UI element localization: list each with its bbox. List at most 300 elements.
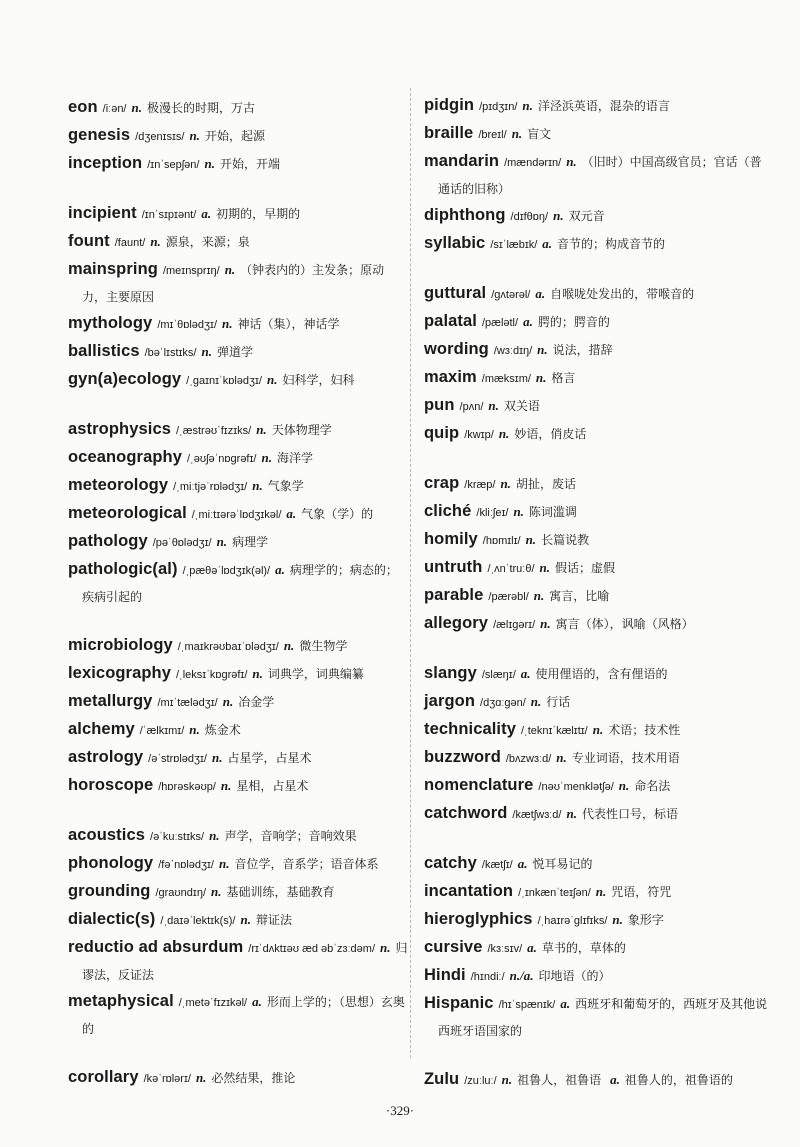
headword: untruth: [424, 558, 483, 576]
phonetic: /wɜːdɪŋ/: [493, 345, 533, 357]
headword: pidgin: [424, 96, 475, 114]
part-of-speech: n.: [211, 884, 222, 899]
phonetic: /iːən/: [102, 103, 127, 115]
right-column: [424, 92, 772, 1116]
dictionary-entry: [68, 822, 408, 850]
phonetic: /nəʊˈmenklətʃə/: [538, 781, 614, 793]
phonetic: /dʒenɪsɪs/: [135, 131, 185, 143]
headword: Hindi: [424, 966, 466, 984]
dictionary-entry: [424, 498, 772, 526]
part-of-speech: n.: [212, 750, 223, 765]
headword: microbiology: [68, 636, 173, 654]
definition: 妙语，俏皮话: [514, 427, 587, 441]
headword: cursive: [424, 938, 483, 956]
headword: homily: [424, 530, 478, 548]
definition: 术语；技术性: [608, 723, 681, 737]
definition: 声学，音响学；音响效果: [224, 829, 357, 843]
definition: 炼金术: [204, 723, 241, 737]
entry-group: [424, 280, 772, 448]
headword: reductio ad absurdum: [68, 938, 244, 956]
headword: nomenclature: [424, 776, 534, 794]
definition: 咒语，符咒: [611, 885, 672, 899]
phonetic: /ɪnˈsepʃən/: [147, 159, 200, 171]
part-of-speech: n.: [498, 426, 510, 441]
headword: slangy: [424, 664, 477, 682]
dictionary-entry: [424, 878, 772, 906]
headword: oceanography: [68, 448, 182, 466]
headword: astrology: [68, 748, 144, 766]
part-of-speech: n.: [535, 370, 547, 385]
headword: pathologic(al): [68, 560, 178, 578]
definition: 归谬法，反证法: [82, 941, 408, 982]
definition: 悦耳易记的: [532, 857, 593, 871]
part-of-speech: n.: [612, 912, 623, 927]
definition: 星相，占星术: [236, 779, 309, 793]
definition: 印地语（的）: [538, 969, 611, 983]
entry-group: [68, 94, 408, 178]
headword: metaphysical: [68, 992, 174, 1010]
headword: alchemy: [68, 720, 135, 738]
dictionary-entry: [68, 934, 408, 988]
definition: 气象学: [267, 479, 304, 493]
definition: 西班牙和葡萄牙的，西班牙及其他说西班牙语国家的: [438, 997, 768, 1038]
phonetic: /zuːluː/: [464, 1075, 497, 1087]
dictionary-entry: [424, 934, 772, 962]
headword: dialectic(s): [68, 910, 156, 928]
headword: incantation: [424, 882, 514, 900]
phonetic: /bʌzwɜːd/: [505, 753, 552, 765]
definition: 极漫长的时期，万古: [146, 101, 255, 115]
dictionary-entry: [68, 94, 408, 122]
phonetic: /mændərɪn/: [504, 157, 562, 169]
definition: 神话（集），神话学: [237, 317, 340, 331]
phonetic: /kɜːsɪv/: [487, 943, 523, 955]
phonetic: /kræp/: [464, 479, 496, 491]
phonetic: /ˌəʊʃəˈnɒgrəfɪ/: [186, 453, 257, 465]
headword: grounding: [68, 882, 151, 900]
part-of-speech: n.: [530, 694, 542, 709]
dictionary-entry: [68, 228, 408, 256]
dictionary-entry: [68, 122, 408, 150]
headword: crap: [424, 474, 460, 492]
dictionary-entry: [68, 528, 408, 556]
dictionary-entry: [424, 850, 772, 878]
part-of-speech: n.: [537, 342, 548, 357]
definition: 象形字: [627, 913, 664, 927]
definition: （旧时）中国高级官员；官话（普通话的旧称）: [438, 155, 762, 196]
phonetic: /graʊndɪŋ/: [155, 887, 206, 899]
definition: 专业词语，技术用语: [571, 751, 680, 765]
dictionary-entry: [68, 150, 408, 178]
definition: 词典学，词典编纂: [267, 667, 364, 681]
dictionary-entry: [68, 744, 408, 772]
dictionary-entry: [68, 1064, 408, 1092]
part-of-speech: n.: [556, 750, 567, 765]
dictionary-entry: [68, 416, 408, 444]
part-of-speech: n.: [195, 1070, 207, 1085]
phonetic: /mɪˈθɒlədʒɪ/: [157, 319, 218, 331]
definition: 格言: [551, 371, 576, 385]
headword: Zulu: [424, 1070, 460, 1088]
phonetic: /kætʃɪ/: [481, 859, 513, 871]
part-of-speech: a.: [535, 286, 546, 301]
part-of-speech: n.: [267, 372, 278, 387]
dictionary-entry: [68, 338, 408, 366]
headword: Hispanic: [424, 994, 494, 1012]
dictionary-entry: [424, 990, 772, 1044]
dictionary-entry: [424, 582, 772, 610]
part-of-speech: a.: [542, 236, 553, 251]
definition: 基础训练，基础教育: [226, 885, 335, 899]
phonetic: /ˌmaɪkrəʊbaɪˈɒlədʒɪ/: [177, 641, 279, 653]
phonetic: /meɪnsprɪŋ/: [162, 265, 220, 277]
phonetic: /pʌn/: [459, 401, 484, 413]
headword: acoustics: [68, 826, 146, 844]
dictionary-entry: [68, 200, 408, 228]
part-of-speech: n.: [283, 638, 295, 653]
phonetic: /ˌʌnˈtruːθ/: [487, 563, 535, 575]
part-of-speech: n.: [380, 940, 391, 955]
dictionary-entry: [424, 906, 772, 934]
dictionary-entry: [424, 772, 772, 800]
definition: 使用俚语的，含有俚语的: [535, 667, 668, 681]
part-of-speech: a.: [286, 506, 297, 521]
phonetic: /ælɪgərɪ/: [493, 619, 536, 631]
dictionary-entry: [68, 772, 408, 800]
phonetic: /ˌɪnkænˈteɪʃən/: [518, 887, 591, 899]
entry-group: [68, 822, 408, 1042]
headword: wording: [424, 340, 489, 358]
definition: 必然结果，推论: [211, 1071, 296, 1085]
definition: 假话；虚假: [555, 561, 616, 575]
phonetic: /dʒɑːgən/: [480, 697, 526, 709]
dictionary-entry: [68, 500, 408, 528]
dictionary-entry: [424, 470, 772, 498]
definition: 祖鲁人的，祖鲁语的: [624, 1073, 733, 1087]
part-of-speech: n.: [220, 778, 232, 793]
definition: 冶金学: [238, 695, 275, 709]
phonetic: /ˌæstrəʊˈfɪzɪks/: [176, 425, 252, 437]
part-of-speech: n./a.: [509, 968, 534, 983]
definition: 开始，起源: [204, 129, 265, 143]
phonetic: /hɪndiː/: [470, 971, 505, 983]
definition: 寓言（体），讽喻（风格）: [555, 617, 694, 631]
part-of-speech: n.: [216, 534, 228, 549]
phonetic: /fəˈnɒlədʒɪ/: [158, 859, 214, 871]
part-of-speech: n.: [488, 398, 499, 413]
part-of-speech: a.: [610, 1072, 620, 1087]
definition: 洋泾浜英语，混杂的语言: [537, 99, 670, 113]
phonetic: /ˌhaɪrəˈglɪfɪks/: [537, 915, 608, 927]
part-of-speech: n.: [189, 722, 200, 737]
dictionary-entry: [424, 364, 772, 392]
headword: mainspring: [68, 260, 158, 278]
part-of-speech: n.: [201, 344, 212, 359]
headword: technicality: [424, 720, 516, 738]
dictionary-entry: [68, 716, 408, 744]
definition: 源泉，来源；泉: [165, 235, 250, 249]
part-of-speech: n.: [209, 828, 220, 843]
phonetic: /hɒrəskəʊp/: [158, 781, 216, 793]
definition: 腭的；腭音的: [537, 315, 610, 329]
part-of-speech: n.: [501, 1072, 513, 1087]
column-divider: [410, 88, 411, 1058]
phonetic: /ˌmiːtjəˈrɒlədʒɪ/: [173, 481, 248, 493]
part-of-speech: n.: [222, 694, 234, 709]
headword: horoscope: [68, 776, 154, 794]
phonetic: /ˌmiːtɪərəˈlɒdʒɪkəl/: [191, 509, 282, 521]
dictionary-entry: [68, 256, 408, 310]
part-of-speech: n.: [618, 778, 630, 793]
definition: 双元音: [568, 209, 605, 223]
part-of-speech: n.: [252, 478, 263, 493]
entry-group: [68, 632, 408, 800]
headword: eon: [68, 98, 98, 116]
part-of-speech: a.: [275, 562, 285, 577]
dictionary-entry: [424, 1066, 772, 1094]
phonetic: /pælətl/: [481, 317, 519, 329]
definition: 代表性口号，标语: [581, 807, 678, 821]
phonetic: /mæksɪm/: [481, 373, 531, 385]
part-of-speech: n.: [592, 722, 604, 737]
part-of-speech: n.: [252, 666, 263, 681]
definition: 盲文: [527, 127, 552, 141]
entry-group: [424, 470, 772, 638]
dictionary-entry: [424, 716, 772, 744]
part-of-speech: n.: [131, 100, 142, 115]
part-of-speech: n.: [500, 476, 511, 491]
dictionary-entry: [424, 420, 772, 448]
definition: 占星学，占星术: [227, 751, 312, 765]
part-of-speech: a.: [520, 666, 531, 681]
definition: 音位学，音系学；语音体系: [234, 857, 379, 871]
headword: incipient: [68, 204, 137, 222]
part-of-speech: n.: [566, 154, 577, 169]
page-number: ·329·: [385, 1103, 415, 1118]
phonetic: /əˈstrɒlədʒɪ/: [148, 753, 207, 765]
part-of-speech: n.: [525, 532, 537, 547]
part-of-speech: a.: [523, 314, 533, 329]
headword: palatal: [424, 312, 477, 330]
dictionary-entry: [424, 962, 772, 990]
dictionary-entry: [424, 120, 772, 148]
phonetic: /gʌtərəl/: [491, 289, 531, 301]
definition: 天体物理学: [271, 423, 332, 437]
phonetic: /ˌdaɪəˈlektɪk(s)/: [160, 915, 236, 927]
dictionary-entry: [424, 392, 772, 420]
headword: maxim: [424, 368, 477, 386]
definition: 音节的；构成音节的: [557, 237, 666, 251]
part-of-speech: n.: [189, 128, 200, 143]
dictionary-entry: [68, 472, 408, 500]
headword: meteorology: [68, 476, 169, 494]
phonetic: /pɪdʒɪn/: [479, 101, 518, 113]
headword: pathology: [68, 532, 148, 550]
entry-group: [424, 660, 772, 828]
phonetic: /kliːʃeɪ/: [476, 507, 509, 519]
dictionary-entry: [424, 800, 772, 828]
phonetic: /kætʃwɜːd/: [512, 809, 562, 821]
headword: buzzword: [424, 748, 501, 766]
dictionary-entry: [68, 850, 408, 878]
dictionary-entry: [424, 308, 772, 336]
dictionary-entry: [68, 688, 408, 716]
part-of-speech: n.: [553, 208, 564, 223]
dictionary-entry: [424, 92, 772, 120]
phonetic: /pærəbl/: [488, 591, 529, 603]
dictionary-entry: [424, 610, 772, 638]
part-of-speech: n.: [261, 450, 272, 465]
definition: 草书的，草体的: [541, 941, 626, 955]
entry-group: [68, 1064, 408, 1092]
part-of-speech: n.: [539, 560, 550, 575]
dictionary-entry: [68, 366, 408, 394]
definition: 双关语: [503, 399, 540, 413]
dictionary-entry: [68, 444, 408, 472]
part-of-speech: n.: [522, 98, 533, 113]
definition: 行话: [546, 695, 571, 709]
dictionary-entry: [424, 336, 772, 364]
dictionary-entry: [68, 906, 408, 934]
dictionary-entry: [424, 280, 772, 308]
part-of-speech: n.: [566, 806, 577, 821]
definition: 初期的，早期的: [216, 207, 301, 221]
phonetic: /slæŋɪ/: [481, 669, 516, 681]
definition: 胡扯，废话: [515, 477, 576, 491]
headword: syllabic: [424, 234, 486, 252]
part-of-speech: a.: [560, 996, 571, 1011]
entry-group: [68, 200, 408, 394]
headword: pun: [424, 396, 455, 414]
part-of-speech: n.: [540, 616, 551, 631]
part-of-speech: a.: [252, 994, 262, 1009]
phonetic: /breɪl/: [478, 129, 507, 141]
left-column: [68, 94, 408, 1114]
phonetic: /kwɪp/: [464, 429, 494, 441]
definition: 病理学的；病态的；疾病引起的: [82, 563, 398, 604]
headword: lexicography: [68, 664, 171, 682]
phonetic: /ɪnˈsɪpɪənt/: [141, 209, 197, 221]
definition: 说法，措辞: [552, 343, 613, 357]
dictionary-entry: [424, 230, 772, 258]
phonetic: /ˌgaɪnɪˈkɒlədʒɪ/: [186, 375, 262, 387]
part-of-speech: n.: [219, 856, 230, 871]
part-of-speech: n.: [222, 316, 233, 331]
phonetic: /rɪˈdʌktɪəʊ æd əbˈzɜːdəm/: [248, 943, 376, 955]
phonetic: /sɪˈlæbɪk/: [490, 239, 538, 251]
part-of-speech: n.: [150, 234, 161, 249]
dictionary-entry: [424, 554, 772, 582]
definition: 命名法: [634, 779, 671, 793]
definition: 长篇说教: [541, 533, 590, 547]
headword: allegory: [424, 614, 489, 632]
headword: mandarin: [424, 152, 500, 170]
dictionary-entry: [68, 878, 408, 906]
definition: 陈词滥调: [528, 505, 577, 519]
part-of-speech: n.: [204, 156, 215, 171]
definition: （钟表内的）主发条；原动力，主要原因: [82, 263, 385, 304]
phonetic: /hɒmɪlɪ/: [482, 535, 521, 547]
headword: astrophysics: [68, 420, 171, 438]
part-of-speech: n.: [240, 912, 251, 927]
headword: meteorological: [68, 504, 187, 522]
part-of-speech: a.: [201, 206, 212, 221]
dictionary-entry: [68, 988, 408, 1042]
phonetic: /ˌpæθəˈlɒdʒɪk(əl)/: [182, 565, 271, 577]
phonetic: /kəˈrɒlərɪ/: [143, 1073, 191, 1085]
dictionary-entry: [68, 632, 408, 660]
phonetic: /bəˈlɪstɪks/: [144, 347, 197, 359]
definition: 病理学: [232, 535, 269, 549]
phonetic: /ˌmetəˈfɪzɪkəl/: [178, 997, 248, 1009]
headword: phonology: [68, 854, 154, 872]
headword: metallurgy: [68, 692, 153, 710]
headword: cliché: [424, 502, 472, 520]
part-of-speech: n.: [513, 504, 524, 519]
headword: ballistics: [68, 342, 140, 360]
part-of-speech: n.: [533, 588, 545, 603]
dictionary-entry: [424, 660, 772, 688]
dictionary-entry: [68, 556, 408, 610]
headword: guttural: [424, 284, 487, 302]
phonetic: /ˌteknɪˈkælɪtɪ/: [520, 725, 588, 737]
dictionary-entry: [424, 202, 772, 230]
headword: catchword: [424, 804, 508, 822]
dictionary-entry: [68, 310, 408, 338]
dictionary-entry: [424, 744, 772, 772]
phonetic: /faunt/: [114, 237, 146, 249]
part-of-speech: a.: [527, 940, 537, 955]
definition: 气象（学）的: [301, 507, 374, 521]
part-of-speech: n.: [256, 422, 267, 437]
headword: gyn(a)ecology: [68, 370, 182, 388]
definition: 辩证法: [255, 913, 292, 927]
headword: inception: [68, 154, 143, 172]
headword: corollary: [68, 1068, 139, 1086]
phonetic: /əˈkuːstɪks/: [150, 831, 205, 843]
part-of-speech: n.: [595, 884, 607, 899]
headword: mythology: [68, 314, 153, 332]
phonetic: /dɪfθɒŋ/: [510, 211, 549, 223]
entry-group: [424, 850, 772, 1044]
part-of-speech: n.: [511, 126, 523, 141]
definition: 形而上学的；（思想）玄奥的: [82, 995, 405, 1036]
headword: diphthong: [424, 206, 506, 224]
phonetic: /ˈælkɪmɪ/: [139, 725, 185, 737]
phonetic: /hɪˈspænɪk/: [498, 999, 556, 1011]
headword: parable: [424, 586, 484, 604]
headword: quip: [424, 424, 460, 442]
headword: braille: [424, 124, 474, 142]
phonetic: /ˌleksɪˈkɒgrəfɪ/: [176, 669, 248, 681]
definition: 妇科学，妇科: [282, 373, 355, 387]
phonetic: /pəˈθɒlədʒɪ/: [152, 537, 212, 549]
entry-group: [424, 1066, 772, 1094]
part-of-speech: a.: [517, 856, 528, 871]
definition: 开始，开端: [219, 157, 280, 171]
dictionary-entry: [68, 660, 408, 688]
dictionary-entry: [424, 688, 772, 716]
definition: 自喉咙处发出的，带喉音的: [550, 287, 695, 301]
definition: 祖鲁人，祖鲁语: [517, 1073, 602, 1087]
phonetic: /mɪˈtælədʒɪ/: [157, 697, 218, 709]
definition: 微生物学: [299, 639, 348, 653]
headword: catchy: [424, 854, 477, 872]
definition: 寓言，比喻: [549, 589, 610, 603]
part-of-speech: n.: [224, 262, 236, 277]
entry-group: [68, 416, 408, 610]
headword: fount: [68, 232, 110, 250]
